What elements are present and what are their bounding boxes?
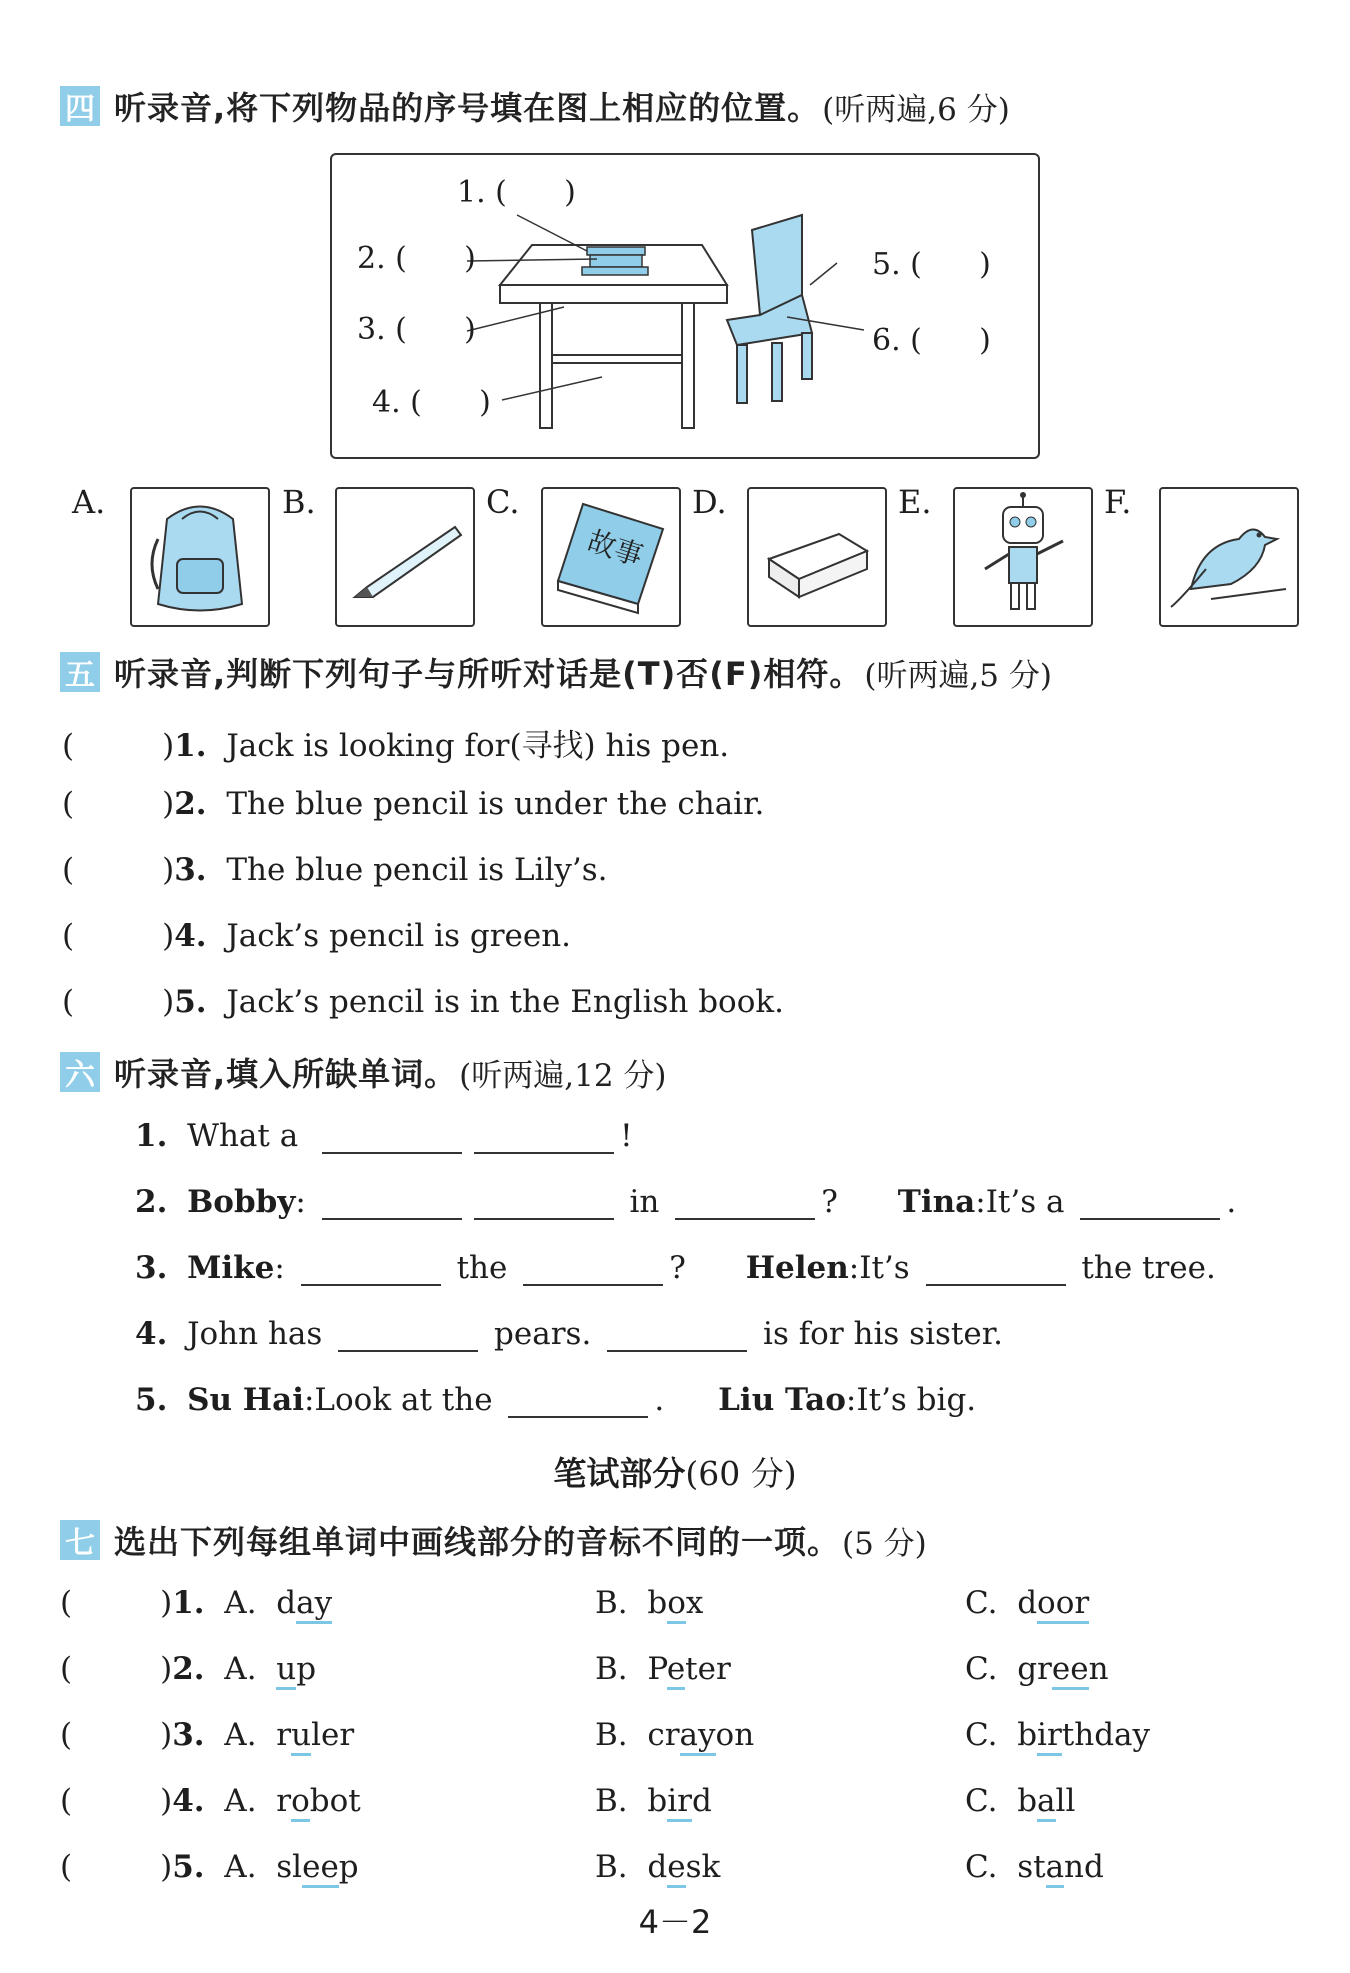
schoolbag-picture	[130, 487, 270, 627]
option-c-word: C. green	[965, 1651, 1109, 1687]
section-number-badge: 五	[60, 652, 100, 692]
option-letter-f: F.	[1104, 483, 1132, 521]
option-b-word: B. crayon	[595, 1717, 754, 1753]
written-part-title: 笔试部分(60 分)	[553, 1454, 797, 1493]
option-letter-d: D.	[692, 483, 727, 521]
section-4-header	[60, 84, 1010, 128]
section-6-header	[60, 1050, 667, 1094]
eraser-icon	[749, 489, 885, 625]
option-b-word: B. bird	[595, 1783, 712, 1819]
page-number: 4－2	[638, 1903, 712, 1941]
fill-blank[interactable]	[322, 1122, 462, 1154]
eraser-picture	[747, 487, 887, 627]
fill-blank[interactable]	[474, 1188, 614, 1220]
pencil-picture	[335, 487, 475, 627]
fill-line-5: 5. Su Hai:Look at the . Liu Tao:It’s big.	[135, 1382, 977, 1418]
blank-label-2: 2. ( )	[357, 241, 476, 276]
section-instruction: 听录音,将下列物品的序号填在图上相应的位置。	[114, 89, 821, 127]
tf-item-4: ( )4. Jack’s pencil is green.	[62, 918, 572, 954]
robot-icon	[955, 489, 1091, 625]
option-c-word: C. stand	[965, 1849, 1104, 1885]
fill-blank[interactable]	[523, 1254, 663, 1286]
section-note: (听两遍,12 分)	[459, 1057, 667, 1094]
bird-icon	[1161, 489, 1297, 625]
section-note: (听两遍,5 分)	[864, 657, 1052, 694]
blank-label-1: 1. ( )	[457, 175, 576, 210]
tf-item-2: ( )2. The blue pencil is under the chair.	[62, 786, 765, 822]
option-b-word: B. Peter	[595, 1651, 731, 1687]
blank-label-4: 4. ( )	[372, 385, 491, 420]
storybook-icon	[543, 489, 679, 625]
section-instruction: 选出下列每组单词中画线部分的音标不同的一项。	[114, 1523, 841, 1561]
fill-blank[interactable]	[338, 1320, 478, 1352]
fill-line-4: 4. John has pears. is for his sister.	[135, 1316, 1003, 1352]
option-letter-b: B.	[282, 483, 316, 521]
section-7-header	[60, 1518, 927, 1562]
fill-blank[interactable]	[675, 1188, 815, 1220]
storybook-title: 故事	[583, 524, 647, 573]
option-a-word: ( )4. A. robot	[60, 1783, 361, 1819]
option-a-word: ( )3. A. ruler	[60, 1717, 354, 1753]
pencil-icon	[337, 489, 473, 625]
blank-label-3: 3. ( )	[357, 312, 476, 347]
tf-item-5: ( )5. Jack’s pencil is in the English book.	[62, 984, 785, 1020]
furniture-figure	[330, 153, 1040, 459]
blank-label-5: 5. ( )	[872, 247, 991, 282]
bird-picture	[1159, 487, 1299, 627]
fill-blank[interactable]	[301, 1254, 441, 1286]
option-a-word: ( )1. A. day	[60, 1585, 332, 1621]
option-c-word: C. birthday	[965, 1717, 1150, 1753]
fill-blank[interactable]	[322, 1188, 462, 1220]
option-b-word: B. desk	[595, 1849, 720, 1885]
option-letter-c: C.	[486, 483, 520, 521]
tf-item-1: ( )1. Jack is looking for(寻找) his pen.	[62, 728, 730, 764]
fill-blank[interactable]	[1080, 1188, 1220, 1220]
fill-blank[interactable]	[926, 1254, 1066, 1286]
option-c-word: C. door	[965, 1585, 1089, 1621]
fill-blank[interactable]	[474, 1122, 614, 1154]
section-instruction: 听录音,填入所缺单词。	[114, 1055, 458, 1093]
fill-line-2: 2. Bobby: in ? Tina:It’s a .	[135, 1184, 1237, 1220]
option-c-word: C. ball	[965, 1783, 1075, 1819]
tf-item-3: ( )3. The blue pencil is Lily’s.	[62, 852, 608, 888]
fill-line-1: 1. What a !	[135, 1118, 633, 1154]
option-letter-a: A.	[72, 483, 106, 521]
option-letter-e: E.	[898, 483, 932, 521]
fill-blank[interactable]	[607, 1320, 747, 1352]
blank-label-6: 6. ( )	[872, 323, 991, 358]
section-number-badge: 四	[60, 86, 100, 126]
fill-line-3: 3. Mike: the ? Helen:It’s the tree.	[135, 1250, 1216, 1286]
fill-blank[interactable]	[508, 1386, 648, 1418]
storybook-picture	[541, 487, 681, 627]
section-note: (听两遍,6 分)	[822, 91, 1010, 128]
section-number-badge: 七	[60, 1520, 100, 1560]
option-a-word: ( )5. A. sleep	[60, 1849, 359, 1885]
option-a-word: ( )2. A. up	[60, 1651, 316, 1687]
section-note: (5 分)	[842, 1525, 927, 1562]
option-b-word: B. box	[595, 1585, 703, 1621]
section-number-badge: 六	[60, 1052, 100, 1092]
schoolbag-icon	[132, 489, 268, 625]
section-5-header	[60, 650, 1052, 694]
robot-picture	[953, 487, 1093, 627]
section-instruction: 听录音,判断下列句子与所听对话是(T)否(F)相符。	[114, 655, 863, 693]
